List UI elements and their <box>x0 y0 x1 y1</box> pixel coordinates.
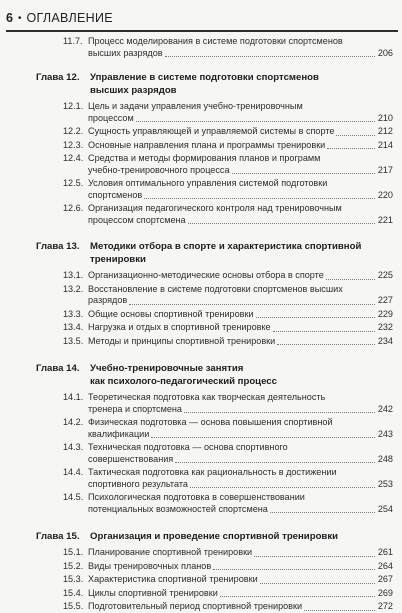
chapter-title-line: тренировки <box>90 254 146 265</box>
toc-entry <box>0 467 402 490</box>
page-number: 6 <box>6 11 13 25</box>
section-title-line: Восстановление в системе подготовки спортсменов высших <box>88 283 343 294</box>
page-ref: 206 <box>377 47 393 58</box>
page-ref: 220 <box>377 189 393 200</box>
section-title-line: Условия оптимального управления системой подготовки <box>88 178 328 188</box>
toc-entry <box>0 284 402 307</box>
section-number: 14.4. <box>63 467 84 477</box>
toc-entry <box>0 417 402 440</box>
dot-leader <box>260 583 375 584</box>
chapter-title-line: Учебно-тренировочные занятия <box>90 363 244 374</box>
section-number: 14.3. <box>63 442 84 452</box>
section-title-line: Психологическая подготовка в совершенствовании <box>88 492 305 502</box>
page-ref: 221 <box>377 214 393 225</box>
dot-leader <box>232 173 375 174</box>
section-title-line: Процесс моделирования в системе подготовки спортсменов <box>88 36 343 46</box>
section-number: 11.7. <box>63 36 83 46</box>
section-number: 15.5. <box>63 601 84 611</box>
toc-entry <box>0 336 402 348</box>
section-title-line: Виды тренировочных планов <box>88 560 212 571</box>
dot-leader <box>190 487 375 488</box>
section-number: 12.4. <box>63 153 84 163</box>
section-number: 13.4. <box>63 322 84 332</box>
toc-entry <box>0 309 402 321</box>
section-title-line: совершенствования <box>88 453 174 464</box>
section-title-line: Сущность управляющей и управляемой системы в спорте <box>88 126 335 136</box>
dot-leader <box>277 344 375 345</box>
page-ref: 254 <box>377 503 393 514</box>
section-number: 13.5. <box>63 335 84 346</box>
toc-entry <box>0 322 402 334</box>
section-title-line: процессом <box>88 112 134 123</box>
chapter-label: Глава 15. <box>36 531 80 542</box>
page-ref: 243 <box>377 428 393 439</box>
page-ref: 242 <box>377 403 393 414</box>
section-title-line: тренера и спортсмена <box>88 403 182 414</box>
section-title-line: спортсменов <box>88 189 143 200</box>
section-title-line: Циклы спортивной тренировки <box>88 587 218 598</box>
page-ref: 264 <box>377 560 393 571</box>
table-of-contents <box>0 36 402 613</box>
page-ref: 267 <box>377 574 393 584</box>
toc-entry <box>0 270 402 282</box>
section-number: 13.2. <box>63 283 84 294</box>
dot-leader <box>336 135 374 136</box>
section-title-line: Характеристика спортивной тренировки <box>88 574 258 584</box>
section-title-line: потенциальных возможностей спортсмена <box>88 503 268 514</box>
toc-entry <box>0 178 402 201</box>
toc-entry <box>0 442 402 465</box>
page-ref: 269 <box>377 587 393 598</box>
toc-entry <box>0 392 402 415</box>
dot-leader <box>254 556 375 557</box>
section-title-line: Теоретическая подготовка как творческая деятельность <box>88 392 326 402</box>
running-header <box>6 7 398 29</box>
page-ref: 217 <box>377 164 393 175</box>
section-title-line: спортивного результата <box>88 478 188 489</box>
section-title-line: высших разрядов <box>88 47 163 58</box>
section-number: 12.3. <box>63 139 84 150</box>
section-title-line: Методы и принципы спортивной тренировки <box>88 335 276 346</box>
page-ref: 261 <box>377 547 393 557</box>
chapter-title-line: Методики отбора в спорте и характеристика спортивной <box>90 241 362 252</box>
dot-leader <box>326 279 375 280</box>
toc-entry <box>0 203 402 226</box>
page-ref: 232 <box>377 322 393 332</box>
dot-leader <box>175 462 375 463</box>
chapter-heading <box>0 71 402 97</box>
section-number: 14.5. <box>63 492 84 502</box>
dot-leader <box>213 569 375 570</box>
section-number: 14.1. <box>63 392 84 402</box>
section-number: 15.3. <box>63 574 84 584</box>
section-number: 13.1. <box>63 270 84 280</box>
section-title-line: Физическая подготовка — основа повышения спортивной <box>88 417 333 427</box>
page-ref: 225 <box>377 270 393 280</box>
page-ref: 248 <box>377 453 393 464</box>
page-ref: 234 <box>377 335 393 346</box>
dot-leader <box>184 412 375 413</box>
dot-leader <box>151 437 374 438</box>
section-number: 12.6. <box>63 203 84 213</box>
section-title-line: Организация педагогического контроля над тренировочным <box>88 203 342 213</box>
toc-entry <box>0 492 402 515</box>
chapter-label: Глава 12. <box>36 72 80 83</box>
chapter-label: Глава 14. <box>36 363 80 374</box>
section-title-line: квалификации <box>88 428 150 439</box>
section-number: 14.2. <box>63 417 84 427</box>
dot-leader <box>220 596 375 597</box>
section-title-line: Подготовительный период спортивной тренировки <box>88 601 303 611</box>
section-title-line: разрядов <box>88 295 128 305</box>
section-title-line: Организационно-методические основы отбора в спорте <box>88 270 324 280</box>
toc-entry <box>0 547 402 559</box>
section-number: 12.1. <box>63 101 84 111</box>
chapter-title-line: Организация и проведение спортивной тренировки <box>90 531 339 542</box>
header-rule <box>6 30 398 32</box>
page-ref: 272 <box>377 601 393 611</box>
section-number: 15.2. <box>63 560 84 571</box>
chapter-label: Глава 13. <box>36 241 80 252</box>
dot-leader <box>304 610 375 611</box>
section-title-line: Планирование спортивной тренировки <box>88 547 253 557</box>
dot-leader <box>165 56 375 57</box>
section-number: 12.2. <box>63 126 84 136</box>
page-ref: 210 <box>377 112 393 123</box>
section-title-line: Нагрузка и отдых в спортивной тренировке <box>88 322 271 332</box>
section-number: 15.4. <box>63 587 84 598</box>
dot-leader <box>144 198 375 199</box>
page-ref: 212 <box>377 126 393 136</box>
chapter-title-line: как психолого-педагогический процесс <box>90 376 277 387</box>
section-number: 15.1. <box>63 547 84 557</box>
chapter-heading <box>0 362 402 388</box>
page-ref: 253 <box>377 478 393 489</box>
chapter-heading <box>0 240 402 266</box>
page-ref: 227 <box>377 295 393 305</box>
section-title-line: Средства и методы формирования планов и программ <box>88 153 321 163</box>
toc-entry <box>0 601 402 613</box>
dot-leader <box>327 148 375 149</box>
toc-entry <box>0 126 402 138</box>
dot-leader <box>270 512 375 513</box>
chapter-title-line: Управление в системе подготовки спортсменов <box>90 72 319 83</box>
section-title-line: учебно-тренировочного процесса <box>88 164 230 175</box>
section-title-line: Основные направления плана и программы тренировки <box>88 139 326 150</box>
chapter-heading <box>0 530 402 543</box>
header-title: ОГЛАВЛЕНИЕ <box>26 11 113 25</box>
dot-leader <box>129 304 375 305</box>
chapter-title-line: высших разрядов <box>90 85 177 96</box>
dot-leader <box>273 331 375 332</box>
toc-entry <box>0 574 402 586</box>
section-number: 13.3. <box>63 308 84 319</box>
toc-entry <box>0 153 402 176</box>
page-ref: 229 <box>377 308 393 319</box>
page-ref: 214 <box>377 139 393 150</box>
dot-leader <box>188 223 375 224</box>
toc-entry <box>0 140 402 152</box>
toc-entry <box>0 561 402 573</box>
toc-entry <box>0 101 402 124</box>
section-title-line: процессом спортсмена <box>88 214 186 225</box>
section-title-line: Тактическая подготовка как рациональность в достижении <box>88 467 337 477</box>
section-number: 12.5. <box>63 178 84 188</box>
dot-leader <box>136 121 375 122</box>
bullet-separator: • <box>17 12 22 24</box>
toc-entry <box>0 588 402 600</box>
dot-leader <box>256 317 375 318</box>
section-title-line: Цель и задачи управления учебно-тренировочным <box>88 101 303 111</box>
toc-entry <box>0 36 402 59</box>
section-title-line: Техническая подготовка — основа спортивного <box>88 442 288 452</box>
section-title-line: Общие основы спортивной тренировки <box>88 308 254 319</box>
